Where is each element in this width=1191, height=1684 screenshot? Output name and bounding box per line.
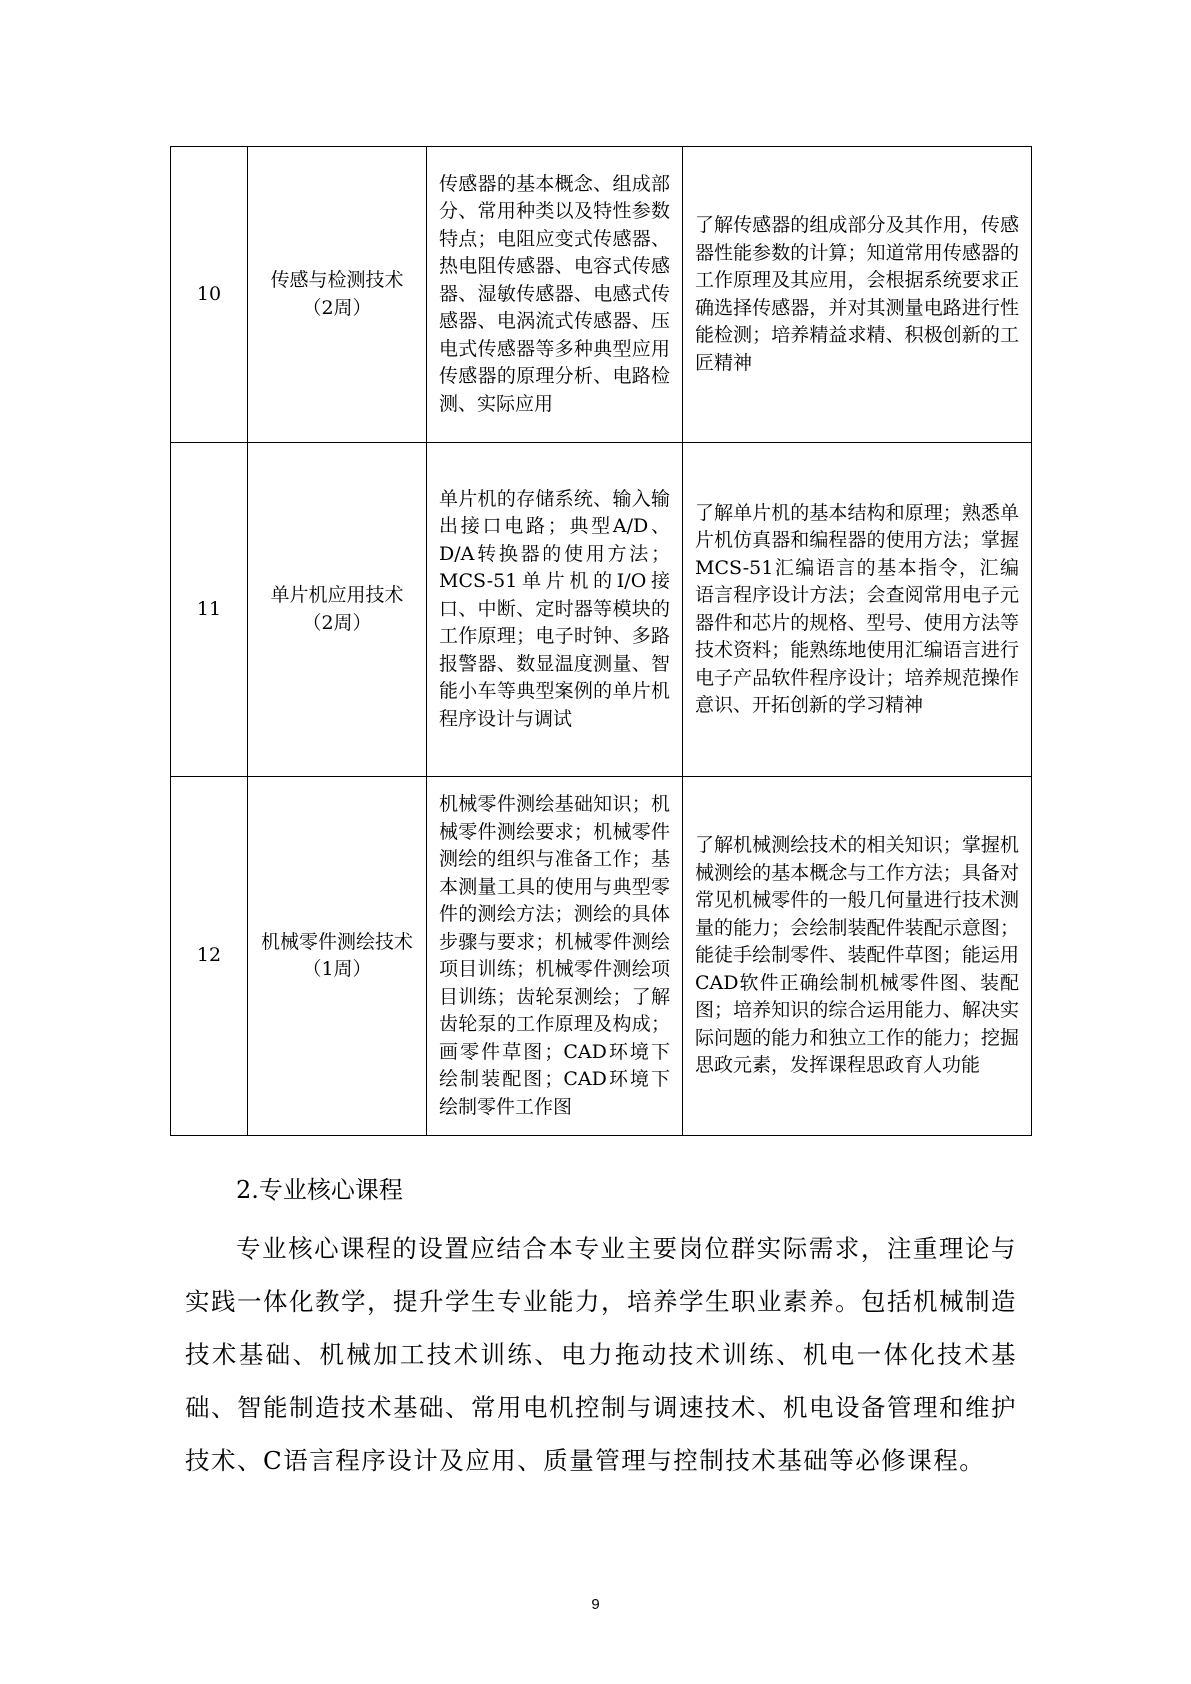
- course-name: 机械零件测绘技术: [260, 930, 413, 953]
- course-number: 11: [171, 443, 248, 777]
- course-duration: （2周）: [302, 296, 372, 319]
- course-name-cell: [248, 777, 427, 1136]
- table-row: [171, 147, 1032, 443]
- table-row: [171, 443, 1032, 777]
- course-name-cell: [248, 147, 427, 443]
- table-row: [171, 777, 1032, 1136]
- section-heading: 2.专业核心课程: [236, 1176, 403, 1204]
- course-goal: 了解单片机的基本结构和原理；熟悉单片机仿真器和编程器的使用方法；掌握MCS-51汇编语言的基本指令，汇编语言程序设计方法；会查阅常用电子元器件和芯片的规格、型号、使用方法等技术资料；能熟练地使用汇编语言进行电子产品软件程序设计；培养规范操作意识、开拓创新的学习精神: [683, 443, 1032, 777]
- page-number: 9: [591, 1596, 600, 1613]
- course-name: 传感与检测技术: [270, 269, 404, 291]
- course-number: 12: [171, 777, 248, 1136]
- course-duration: （2周）: [302, 611, 372, 634]
- course-content: 单片机的存储系统、输入输出接口电路；典型A/D、D/A转换器的使用方法；MCS-51单片机的I/O接口、中断、定时器等模块的工作原理；电子时钟、多路报警器、数显温度测量、智能小车等典型案例的单片机程序设计与调试: [427, 443, 683, 777]
- course-name-cell: [248, 443, 427, 777]
- course-goal: 了解传感器的组成部分及其作用，传感器性能参数的计算；知道常用传感器的工作原理及其应用，会根据系统要求正确选择传感器，并对其测量电路进行性能检测；培养精益求精、积极创新的工匠精神: [683, 147, 1032, 443]
- course-number: 10: [171, 147, 248, 443]
- course-content: 传感器的基本概念、组成部分、常用种类以及特性参数特点；电阻应变式传感器、热电阻传感器、电容式传感器、湿敏传感器、电感式传感器、电涡流式传感器、压电式传感器等多种典型应用传感器的原理分析、电路检测、实际应用: [427, 147, 683, 443]
- course-duration: （1周）: [302, 958, 372, 980]
- course-goal: 了解机械测绘技术的相关知识；掌握机械测绘的基本概念与工作方法；具备对常见机械零件的一般几何量进行技术测量的能力；会绘制装配件装配示意图；能徒手绘制零件、装配件草图；能运用CAD软件正确绘制机械零件图、装配图；培养知识的综合运用能力、解决实际问题的能力和独立工作的能力；挖掘思政元素，发挥课程思政育人功能: [683, 777, 1032, 1136]
- course-content: 机械零件测绘基础知识；机械零件测绘要求；机械零件测绘的组织与准备工作；基本测量工具的使用与典型零件的测绘方法；测绘的具体步骤与要求；机械零件测绘项目训练；机械零件测绘项目训练；齿轮泵测绘；了解齿轮泵的工作原理及构成；画零件草图；CAD环境下绘制装配图；CAD环境下绘制零件工作图: [427, 777, 683, 1136]
- body-paragraph: 专业核心课程的设置应结合本专业主要岗位群实际需求，注重理论与实践一体化教学，提升学生专业能力，培养学生职业素养。包括机械制造技术基础、机械加工技术训练、电力拖动技术训练、机电一体化技术基础、智能制造技术基础、常用电机控制与调速技术、机电设备管理和维护技术、C语言程序设计及应用、质量管理与控制技术基础等必修课程。: [185, 1234, 1017, 1475]
- course-name: 单片机应用技术: [270, 584, 404, 606]
- course-table: [170, 146, 1032, 1136]
